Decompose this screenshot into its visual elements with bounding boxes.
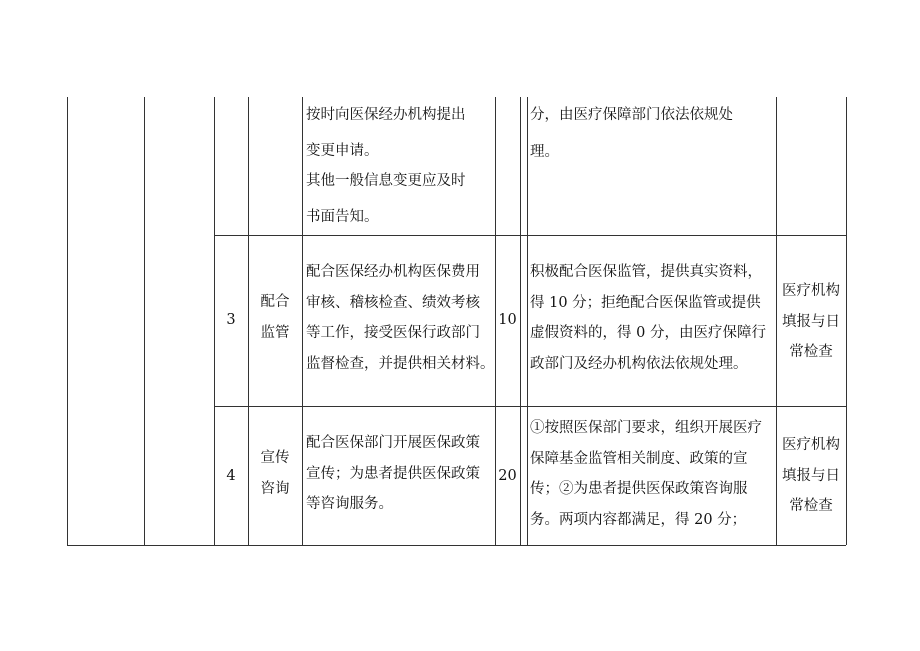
- criteria-text: 虚假资料的，得 0 分，由医疗保障行: [530, 325, 766, 341]
- criteria-text: ①按照医保部门要求，组织开展医疗: [530, 420, 762, 436]
- check-method-line: 填报与日: [782, 313, 840, 330]
- requirement-text: 配合医保经办机构医保费用: [306, 264, 480, 280]
- requirement-text: 按时向医保经办机构提出: [306, 107, 466, 123]
- row-number: 3: [226, 312, 236, 328]
- column-divider: [144, 97, 145, 545]
- requirement-text: 其他一般信息变更应及时: [306, 173, 466, 189]
- table-row: [306, 100, 496, 232]
- requirement-text: 审核、稽核检查、绩效考核: [306, 294, 480, 311]
- item-name-line: 咨询: [260, 480, 290, 497]
- check-method: [776, 276, 846, 368]
- check-method: [776, 430, 846, 522]
- column-divider: [527, 97, 528, 545]
- requirement-text: 监督检查，并提供相关材料。: [306, 355, 495, 372]
- requirement-text: 配合医保部门开展医保政策: [306, 435, 480, 451]
- item-name-line: 宣传: [260, 450, 290, 466]
- requirement-text: 宣传；为患者提供医保政策: [306, 465, 480, 482]
- requirement-text: 变更申请。: [306, 142, 379, 159]
- check-method-line: 医疗机构: [782, 283, 840, 299]
- criteria-text: 政部门及经办机构依法依规处理。: [530, 355, 748, 372]
- check-method-line: 常检查: [789, 498, 833, 514]
- criteria-text-block: [530, 257, 776, 379]
- column-divider: [520, 97, 521, 545]
- item-name-line: 配合: [260, 294, 290, 310]
- check-method-line: 医疗机构: [782, 437, 840, 453]
- criteria-text: 传；②为患者提供医保政策咨询服: [530, 481, 748, 497]
- check-method-line: 填报与日: [782, 467, 840, 484]
- item-name-line: 监管: [260, 324, 290, 341]
- requirement-text: 等咨询服务。: [306, 496, 393, 512]
- column-divider: [302, 97, 303, 545]
- check-method-line: 常检查: [789, 344, 833, 360]
- criteria-text: 积极配合医保监管，提供真实资料，: [530, 264, 762, 280]
- row-number: 4: [226, 468, 236, 484]
- table-border-left: [67, 97, 68, 545]
- criteria-text: 保障基金监管相关制度、政策的宣: [530, 450, 748, 467]
- table-border-right: [846, 97, 847, 545]
- requirement-text-block: [306, 428, 496, 520]
- item-name: [248, 443, 302, 504]
- row-divider: [214, 235, 846, 236]
- criteria-text: 理。: [530, 143, 559, 160]
- requirement-text-block: [306, 257, 496, 379]
- score: 10: [498, 312, 517, 328]
- criteria-text: 务。两项内容都满足，得 20 分；: [530, 511, 747, 528]
- requirement-text: 书面告知。: [306, 208, 379, 225]
- score: 20: [498, 468, 517, 484]
- criteria-text: 得 10 分；拒绝配合医保监管或提供: [530, 294, 761, 311]
- row-divider: [214, 406, 846, 407]
- requirement-text: 等工作，接受医保行政部门: [306, 325, 480, 341]
- criteria-text-block: [530, 100, 776, 167]
- criteria-text-block: [530, 413, 776, 535]
- table-border-bottom: [67, 545, 846, 546]
- item-name: [248, 287, 302, 348]
- criteria-text: 分，由医疗保障部门依法依规处: [530, 107, 733, 123]
